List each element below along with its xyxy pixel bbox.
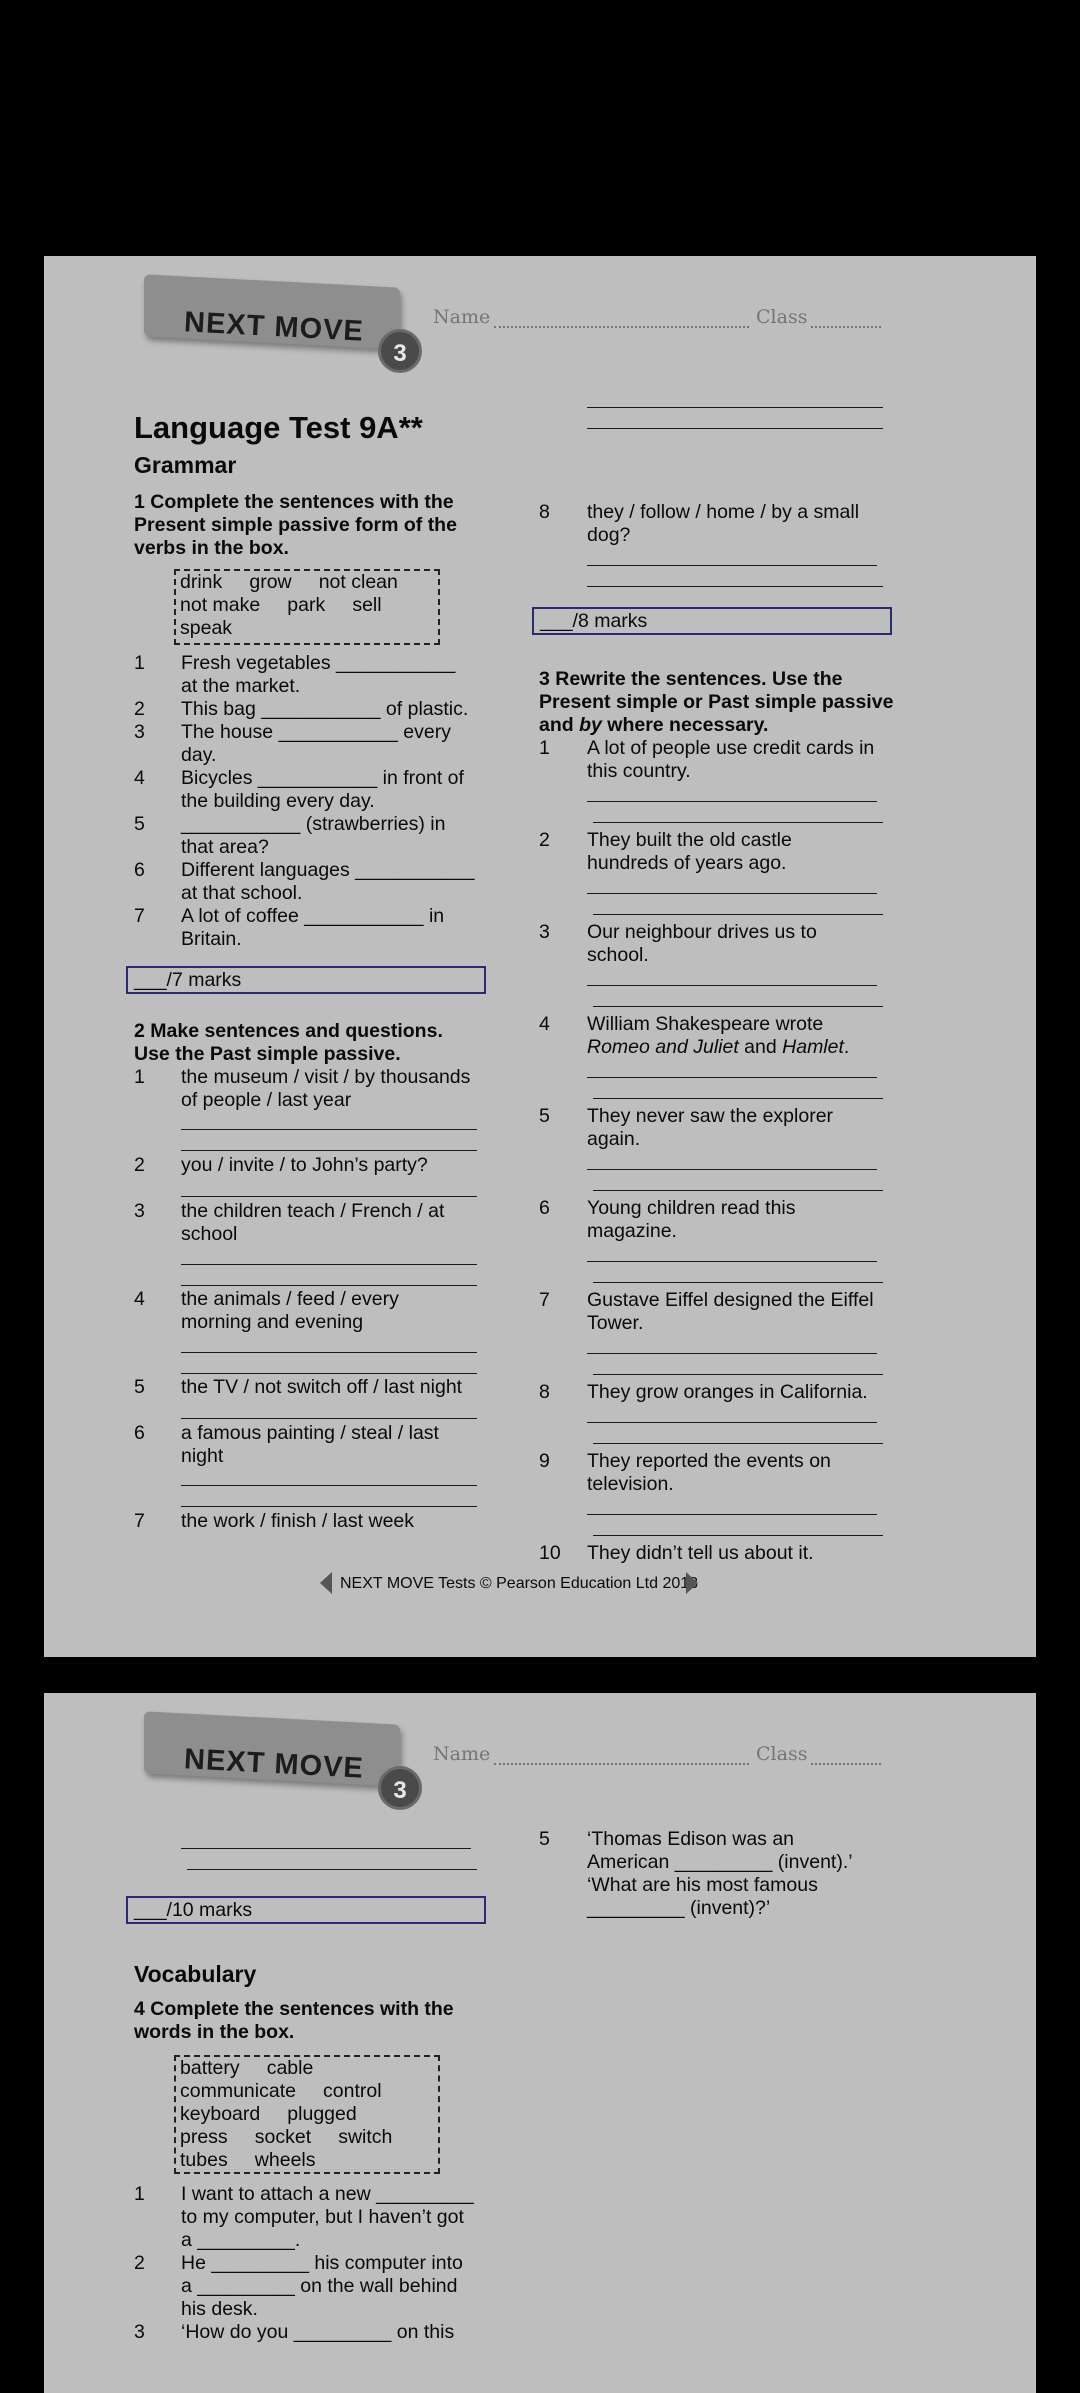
answer-line xyxy=(587,428,883,429)
ex4-word-box xyxy=(174,2055,440,2174)
ex4-item-text: ‘Thomas Edison was an xyxy=(587,1828,795,1850)
ex2-item-num: 5 xyxy=(134,1376,145,1398)
ex3-item-text: school. xyxy=(587,944,649,966)
ex1-item-text: Bicycles ___________ in front of xyxy=(181,767,464,789)
answer-line xyxy=(181,1264,477,1265)
ex4-item-text: He _________ his computer into xyxy=(181,2252,463,2274)
ex2-item-text: the animals / feed / every xyxy=(181,1288,399,1310)
answer-line xyxy=(181,1196,477,1197)
ex2-item-text: school xyxy=(181,1223,238,1245)
ex2-item-text: a famous painting / steal / last xyxy=(181,1422,439,1444)
answer-line xyxy=(587,801,877,802)
ex3-item-num: 7 xyxy=(539,1289,550,1311)
ex2-item-text: dog? xyxy=(587,524,631,546)
name-field: Name xyxy=(433,306,749,328)
logo-number-badge: 3 xyxy=(378,329,422,373)
ex4-item-num: 1 xyxy=(134,2183,145,2205)
answer-line xyxy=(587,893,877,894)
ex1-item-text: This bag ___________ of plastic. xyxy=(181,698,469,720)
ex2-item-text: night xyxy=(181,1445,224,1467)
ex3-item-text: They grow oranges in California. xyxy=(587,1381,868,1403)
next-page-arrow-icon[interactable] xyxy=(686,1572,698,1594)
ex2-item-num: 6 xyxy=(134,1422,145,1444)
answer-line xyxy=(593,1190,883,1191)
ex3-item-num: 5 xyxy=(539,1105,550,1127)
ex4-item-num: 3 xyxy=(134,2321,145,2343)
ex1-item-num: 6 xyxy=(134,859,145,881)
ex2-item-num: 3 xyxy=(134,1200,145,1222)
answer-line xyxy=(181,1506,477,1507)
ex4-item-num: 2 xyxy=(134,2252,145,2274)
ex2-item-num: 4 xyxy=(134,1288,145,1310)
answer-line xyxy=(587,565,877,566)
answer-line xyxy=(593,914,883,915)
class-field: Class xyxy=(756,306,881,328)
ex4-item-text: a _________ on the wall behind xyxy=(181,2275,458,2297)
ex1-box-row: speak xyxy=(180,617,233,639)
ex3-marks-box: ___/10 marks xyxy=(126,1896,486,1924)
answer-line xyxy=(587,1169,877,1170)
ex1-item-text: Britain. xyxy=(181,928,242,950)
answer-line xyxy=(187,1869,477,1870)
ex1-item-num: 4 xyxy=(134,767,145,789)
answer-line xyxy=(181,1150,477,1151)
answer-line xyxy=(181,1373,477,1374)
ex4-item-num: 5 xyxy=(539,1828,550,1850)
ex3-item-num: 8 xyxy=(539,1381,550,1403)
ex3-item-text: hundreds of years ago. xyxy=(587,852,787,874)
ex4-item-text: a _________. xyxy=(181,2229,301,2251)
ex4-box-row: tubes wheels xyxy=(180,2149,316,2171)
answer-line xyxy=(593,1006,883,1007)
ex2-marks-box: ___/8 marks xyxy=(532,607,892,635)
ex3-item-text: Tower. xyxy=(587,1312,644,1334)
answer-line xyxy=(587,1422,877,1423)
ex3-item-text: magazine. xyxy=(587,1220,677,1242)
ex3-item-num: 2 xyxy=(539,829,550,851)
answer-line xyxy=(593,1374,883,1375)
ex1-marks-box: ___/7 marks xyxy=(126,966,486,994)
ex1-item-text: day. xyxy=(181,744,217,766)
ex1-item-text: The house ___________ every xyxy=(181,721,451,743)
ex1-item-num: 3 xyxy=(134,721,145,743)
ex4-item-text: I want to attach a new _________ xyxy=(181,2183,474,2205)
prev-page-arrow-icon[interactable] xyxy=(320,1572,332,1594)
ex3-item-text: Gustave Eiffel designed the Eiffel xyxy=(587,1289,874,1311)
ex2-item-text: they / follow / home / by a small xyxy=(587,501,860,523)
worksheet-page-2 xyxy=(44,1693,1036,2393)
ex4-box-row: battery cable xyxy=(180,2057,314,2079)
ex4-item-text: ‘What are his most famous xyxy=(587,1874,818,1896)
ex3-item-text: A lot of people use credit cards in xyxy=(587,737,875,759)
section-vocabulary: Vocabulary xyxy=(134,1961,257,1987)
ex4-item-text: to my computer, but I haven’t got xyxy=(181,2206,464,2228)
ex3-item-text: William Shakespeare wrote xyxy=(587,1013,824,1035)
ex4-item-text: his desk. xyxy=(181,2298,258,2320)
ex3-item-text: again. xyxy=(587,1128,641,1150)
ex2-item-num: 8 xyxy=(539,501,550,523)
ex1-instruction: 1 Complete the sentences with the Present simple passive form of the verbs in the box. xyxy=(134,491,457,559)
ex1-item-text: Fresh vegetables ___________ xyxy=(181,652,456,674)
ex2-item-text: the museum / visit / by thousands xyxy=(181,1066,471,1088)
ex1-item-text: at the market. xyxy=(181,675,301,697)
ex1-item-num: 2 xyxy=(134,698,145,720)
next-move-logo xyxy=(144,281,407,367)
ex3-item-text: They built the old castle xyxy=(587,829,792,851)
logo-text: NEXT MOVE xyxy=(183,306,365,348)
answer-line xyxy=(587,1077,877,1078)
ex1-box-row: not make park sell xyxy=(180,594,382,616)
ex3-instruction: 3 Rewrite the sentences. Use the Present simple or Past simple passive and by where necessary. xyxy=(539,668,894,736)
ex3-item-text: Young children read this xyxy=(587,1197,796,1219)
ex4-item-text: _________ (invent)?’ xyxy=(587,1897,771,1919)
answer-line xyxy=(181,1352,477,1353)
ex3-item-num: 9 xyxy=(539,1450,550,1472)
ex4-box-row: communicate control xyxy=(180,2080,382,2102)
ex4-box-row: press socket switch xyxy=(180,2126,393,2148)
ex1-item-text: at that school. xyxy=(181,882,303,904)
ex3-item-num: 6 xyxy=(539,1197,550,1219)
logo-number-badge: 3 xyxy=(378,1766,422,1810)
answer-line xyxy=(587,407,883,408)
ex3-item-text: They reported the events on xyxy=(587,1450,831,1472)
ex1-item-text: the building every day. xyxy=(181,790,375,812)
ex2-item-text: the TV / not switch off / last night xyxy=(181,1376,463,1398)
ex2-item-num: 1 xyxy=(134,1066,145,1088)
logo-text: NEXT MOVE xyxy=(183,1743,365,1785)
ex1-item-text: A lot of coffee ___________ in xyxy=(181,905,445,927)
ex2-item-num: 2 xyxy=(134,1154,145,1176)
answer-line xyxy=(593,1535,883,1536)
answer-line xyxy=(593,1282,883,1283)
ex2-item-text: you / invite / to John’s party? xyxy=(181,1154,428,1176)
answer-line xyxy=(181,1848,471,1849)
answer-line xyxy=(587,1261,877,1262)
answer-line xyxy=(587,1353,877,1354)
ex1-item-text: ___________ (strawberries) in xyxy=(181,813,446,835)
section-grammar: Grammar xyxy=(134,452,237,478)
answer-line xyxy=(181,1129,477,1130)
answer-line xyxy=(181,1418,477,1419)
ex4-box-row: keyboard plugged xyxy=(180,2103,357,2125)
ex1-item-num: 7 xyxy=(134,905,145,927)
ex3-item-text: They never saw the explorer xyxy=(587,1105,834,1127)
answer-line xyxy=(593,1098,883,1099)
ex1-item-num: 1 xyxy=(134,652,145,674)
answer-line xyxy=(181,1485,477,1486)
answer-line xyxy=(587,1514,877,1515)
answer-line xyxy=(593,1443,883,1444)
ex3-item-num: 3 xyxy=(539,921,550,943)
ex3-item-text-titles: Romeo and Juliet and Hamlet. xyxy=(587,1036,850,1058)
ex3-item-text: television. xyxy=(587,1473,674,1495)
ex2-item-text: of people / last year xyxy=(181,1089,352,1111)
ex1-box-row: drink grow not clean xyxy=(180,571,398,593)
ex1-item-text: that area? xyxy=(181,836,269,858)
next-move-logo xyxy=(144,1718,407,1804)
ex1-item-text: Different languages ___________ xyxy=(181,859,475,881)
answer-line xyxy=(593,822,883,823)
ex3-item-text: this country. xyxy=(587,760,691,782)
ex4-instruction: 4 Complete the sentences with the words in the box. xyxy=(134,1998,454,2043)
ex2-item-text: the work / finish / last week xyxy=(181,1510,415,1532)
ex4-item-text: American _________ (invent).’ xyxy=(587,1851,853,1873)
answer-line xyxy=(587,586,883,587)
ex2-item-num: 7 xyxy=(134,1510,145,1532)
ex2-instruction: 2 Make sentences and questions. Use the Past simple passive. xyxy=(134,1020,443,1065)
ex3-item-num: 1 xyxy=(539,737,550,759)
name-field: Name xyxy=(433,1743,749,1765)
answer-line xyxy=(587,985,877,986)
ex3-item-text: Our neighbour drives us to xyxy=(587,921,817,943)
ex3-item-text: They didn’t tell us about it. xyxy=(587,1542,814,1564)
ex2-item-text: morning and evening xyxy=(181,1311,364,1333)
ex3-item-num: 10 xyxy=(539,1542,561,1564)
answer-line xyxy=(181,1285,477,1286)
ex1-word-box xyxy=(174,569,440,645)
class-field: Class xyxy=(756,1743,881,1765)
worksheet-page-1 xyxy=(44,256,1036,1657)
ex2-item-text: the children teach / French / at xyxy=(181,1200,445,1222)
ex1-item-num: 5 xyxy=(134,813,145,835)
ex4-item-text: ‘How do you _________ on this xyxy=(181,2321,455,2343)
footer-copyright: NEXT MOVE Tests © Pearson Education Ltd 2013 xyxy=(340,1575,699,1592)
ex3-item-num: 4 xyxy=(539,1013,550,1035)
page-title: Language Test 9A** xyxy=(134,410,423,445)
